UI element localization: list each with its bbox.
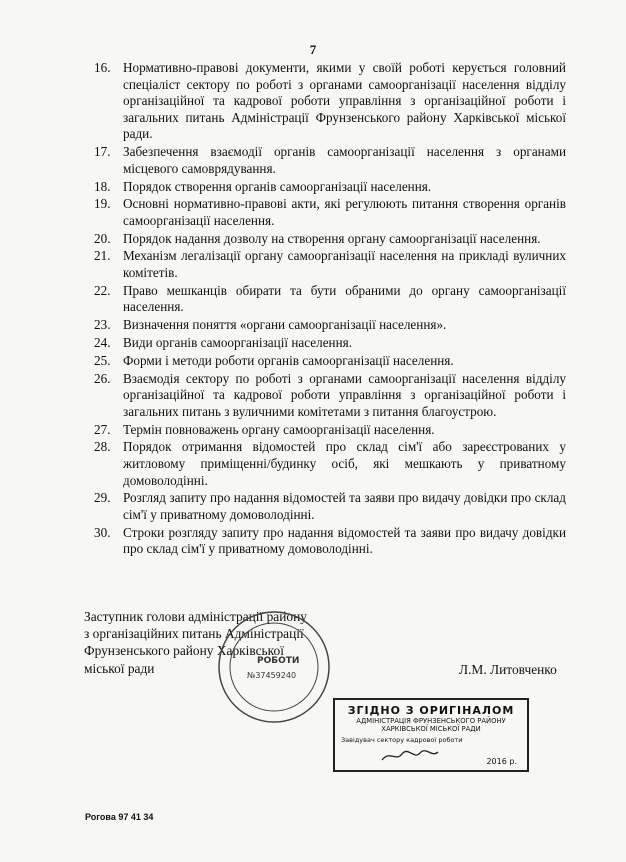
list-item bbox=[94, 422, 566, 439]
seal-code: №37459240 bbox=[247, 671, 297, 680]
item-text: Нормативно-правові документи, якими у своїй роботі керується головний спеціаліст сектору по роботі з органами самоорганізації населення відділу організаційної та кадрової роботи управління з організаційної роботи і загальних питань Адміністрації Фрунзенського району Харківської міської ради. bbox=[123, 60, 566, 142]
item-number: 17. bbox=[94, 144, 111, 160]
signer-name: Л.М. Литовченко bbox=[459, 662, 557, 677]
item-number: 22. bbox=[94, 282, 111, 298]
stamp-year: 2016 р. bbox=[486, 757, 517, 766]
item-text: Порядок надання дозволу на створення органу самоорганізації населення. bbox=[123, 230, 541, 246]
signer-position-line: з організаційних питань Адміністрації bbox=[84, 626, 304, 642]
list-item bbox=[94, 371, 566, 421]
stamp-org-line: АДМІНІСТРАЦІЯ ФРУНЗЕНСЬКОГО РАЙОНУ bbox=[356, 717, 506, 725]
item-text: Взаємодія сектору по роботі з органами самоорганізації населення відділу організаційної та кадрової роботи управління з організаційної роботи і загальних питань з вуличними комітетами з питання благоустрою. bbox=[123, 370, 566, 419]
item-text: Види органів самоорганізації населення. bbox=[123, 335, 353, 350]
list-item bbox=[94, 144, 566, 177]
stamp-title: ЗГІДНО З ОРИГІНАЛОМ bbox=[347, 704, 515, 717]
list-item bbox=[94, 490, 566, 523]
list-item bbox=[94, 231, 566, 248]
footer-contact: Рогова 97 41 34 bbox=[85, 812, 154, 822]
item-text: Форми і методи роботи органів самоорганізації населення. bbox=[123, 352, 454, 368]
page-number: 7 bbox=[309, 42, 317, 57]
item-number: 19. bbox=[94, 196, 111, 212]
item-number: 29. bbox=[94, 490, 111, 506]
question-list bbox=[94, 60, 566, 559]
list-item bbox=[94, 525, 566, 558]
item-number: 25. bbox=[94, 352, 111, 368]
item-text: Термін повноважень органу самоорганізації населення. bbox=[123, 421, 435, 437]
item-text: Розгляд запиту про надання відомостей та заяви про видачу довідки про склад сім'ї у приватному домоволодінні. bbox=[123, 490, 566, 522]
list-item bbox=[94, 317, 566, 334]
signer-position-line: Фрунзенського району Харківської bbox=[84, 643, 284, 659]
list-item bbox=[94, 439, 566, 489]
item-number: 23. bbox=[94, 317, 111, 333]
handwritten-signature-icon bbox=[380, 748, 440, 764]
item-number: 20. bbox=[94, 230, 111, 246]
item-number: 27. bbox=[94, 421, 111, 437]
list-item bbox=[94, 335, 566, 352]
item-text: Визначення поняття «органи самоорганізації населення». bbox=[123, 317, 447, 333]
list-item bbox=[94, 179, 566, 196]
item-number: 16. bbox=[94, 60, 111, 75]
stamp-org-line: ХАРКІВСЬКОЇ МІСЬКОЇ РАДИ bbox=[381, 725, 481, 733]
item-text: Забезпечення взаємодії органів самоорганізації населення з органами місцевого самоврядування. bbox=[123, 144, 566, 176]
signer-position-line: міської ради bbox=[84, 660, 155, 676]
item-text: Механізм легалізації органу самоорганізації населення на прикладі вуличних комітетів. bbox=[123, 248, 566, 281]
item-text: Порядок отримання відомостей про склад сім'ї або зареєстрованих у житловому приміщенні/будинку осіб, які мешкають у приватному домоволодінні. bbox=[123, 439, 566, 488]
list-item bbox=[94, 196, 566, 229]
item-number: 21. bbox=[94, 248, 111, 264]
item-number: 26. bbox=[94, 370, 111, 386]
list-item bbox=[94, 353, 566, 370]
list-item bbox=[94, 283, 566, 316]
list-item bbox=[94, 60, 566, 143]
official-seal bbox=[215, 608, 333, 726]
item-number: 30. bbox=[94, 524, 111, 540]
item-text: Порядок створення органів самоорганізації населення. bbox=[123, 178, 432, 194]
item-number: 18. bbox=[94, 178, 111, 194]
item-number: 28. bbox=[94, 439, 111, 455]
stamp-position: Завідувач сектору кадрової роботи bbox=[341, 736, 463, 744]
item-text: Право мешканців обирати та бути обраними до органу самоорганізації населення. bbox=[123, 282, 566, 315]
list-item bbox=[94, 248, 566, 281]
certification-stamp bbox=[333, 698, 529, 772]
item-text: Строки розгляду запиту про надання відомостей та заяви про видачу довідки про склад сім'ї у приватному домоволодінні. bbox=[123, 524, 566, 557]
item-text: Основні нормативно-правові акти, які регулюють питання створення органів самоорганізації населення. bbox=[123, 196, 566, 228]
seal-text: РОБОТИ bbox=[257, 656, 300, 666]
signer-position-line: Заступник голови адміністрації району bbox=[84, 609, 307, 624]
item-number: 24. bbox=[94, 335, 111, 350]
